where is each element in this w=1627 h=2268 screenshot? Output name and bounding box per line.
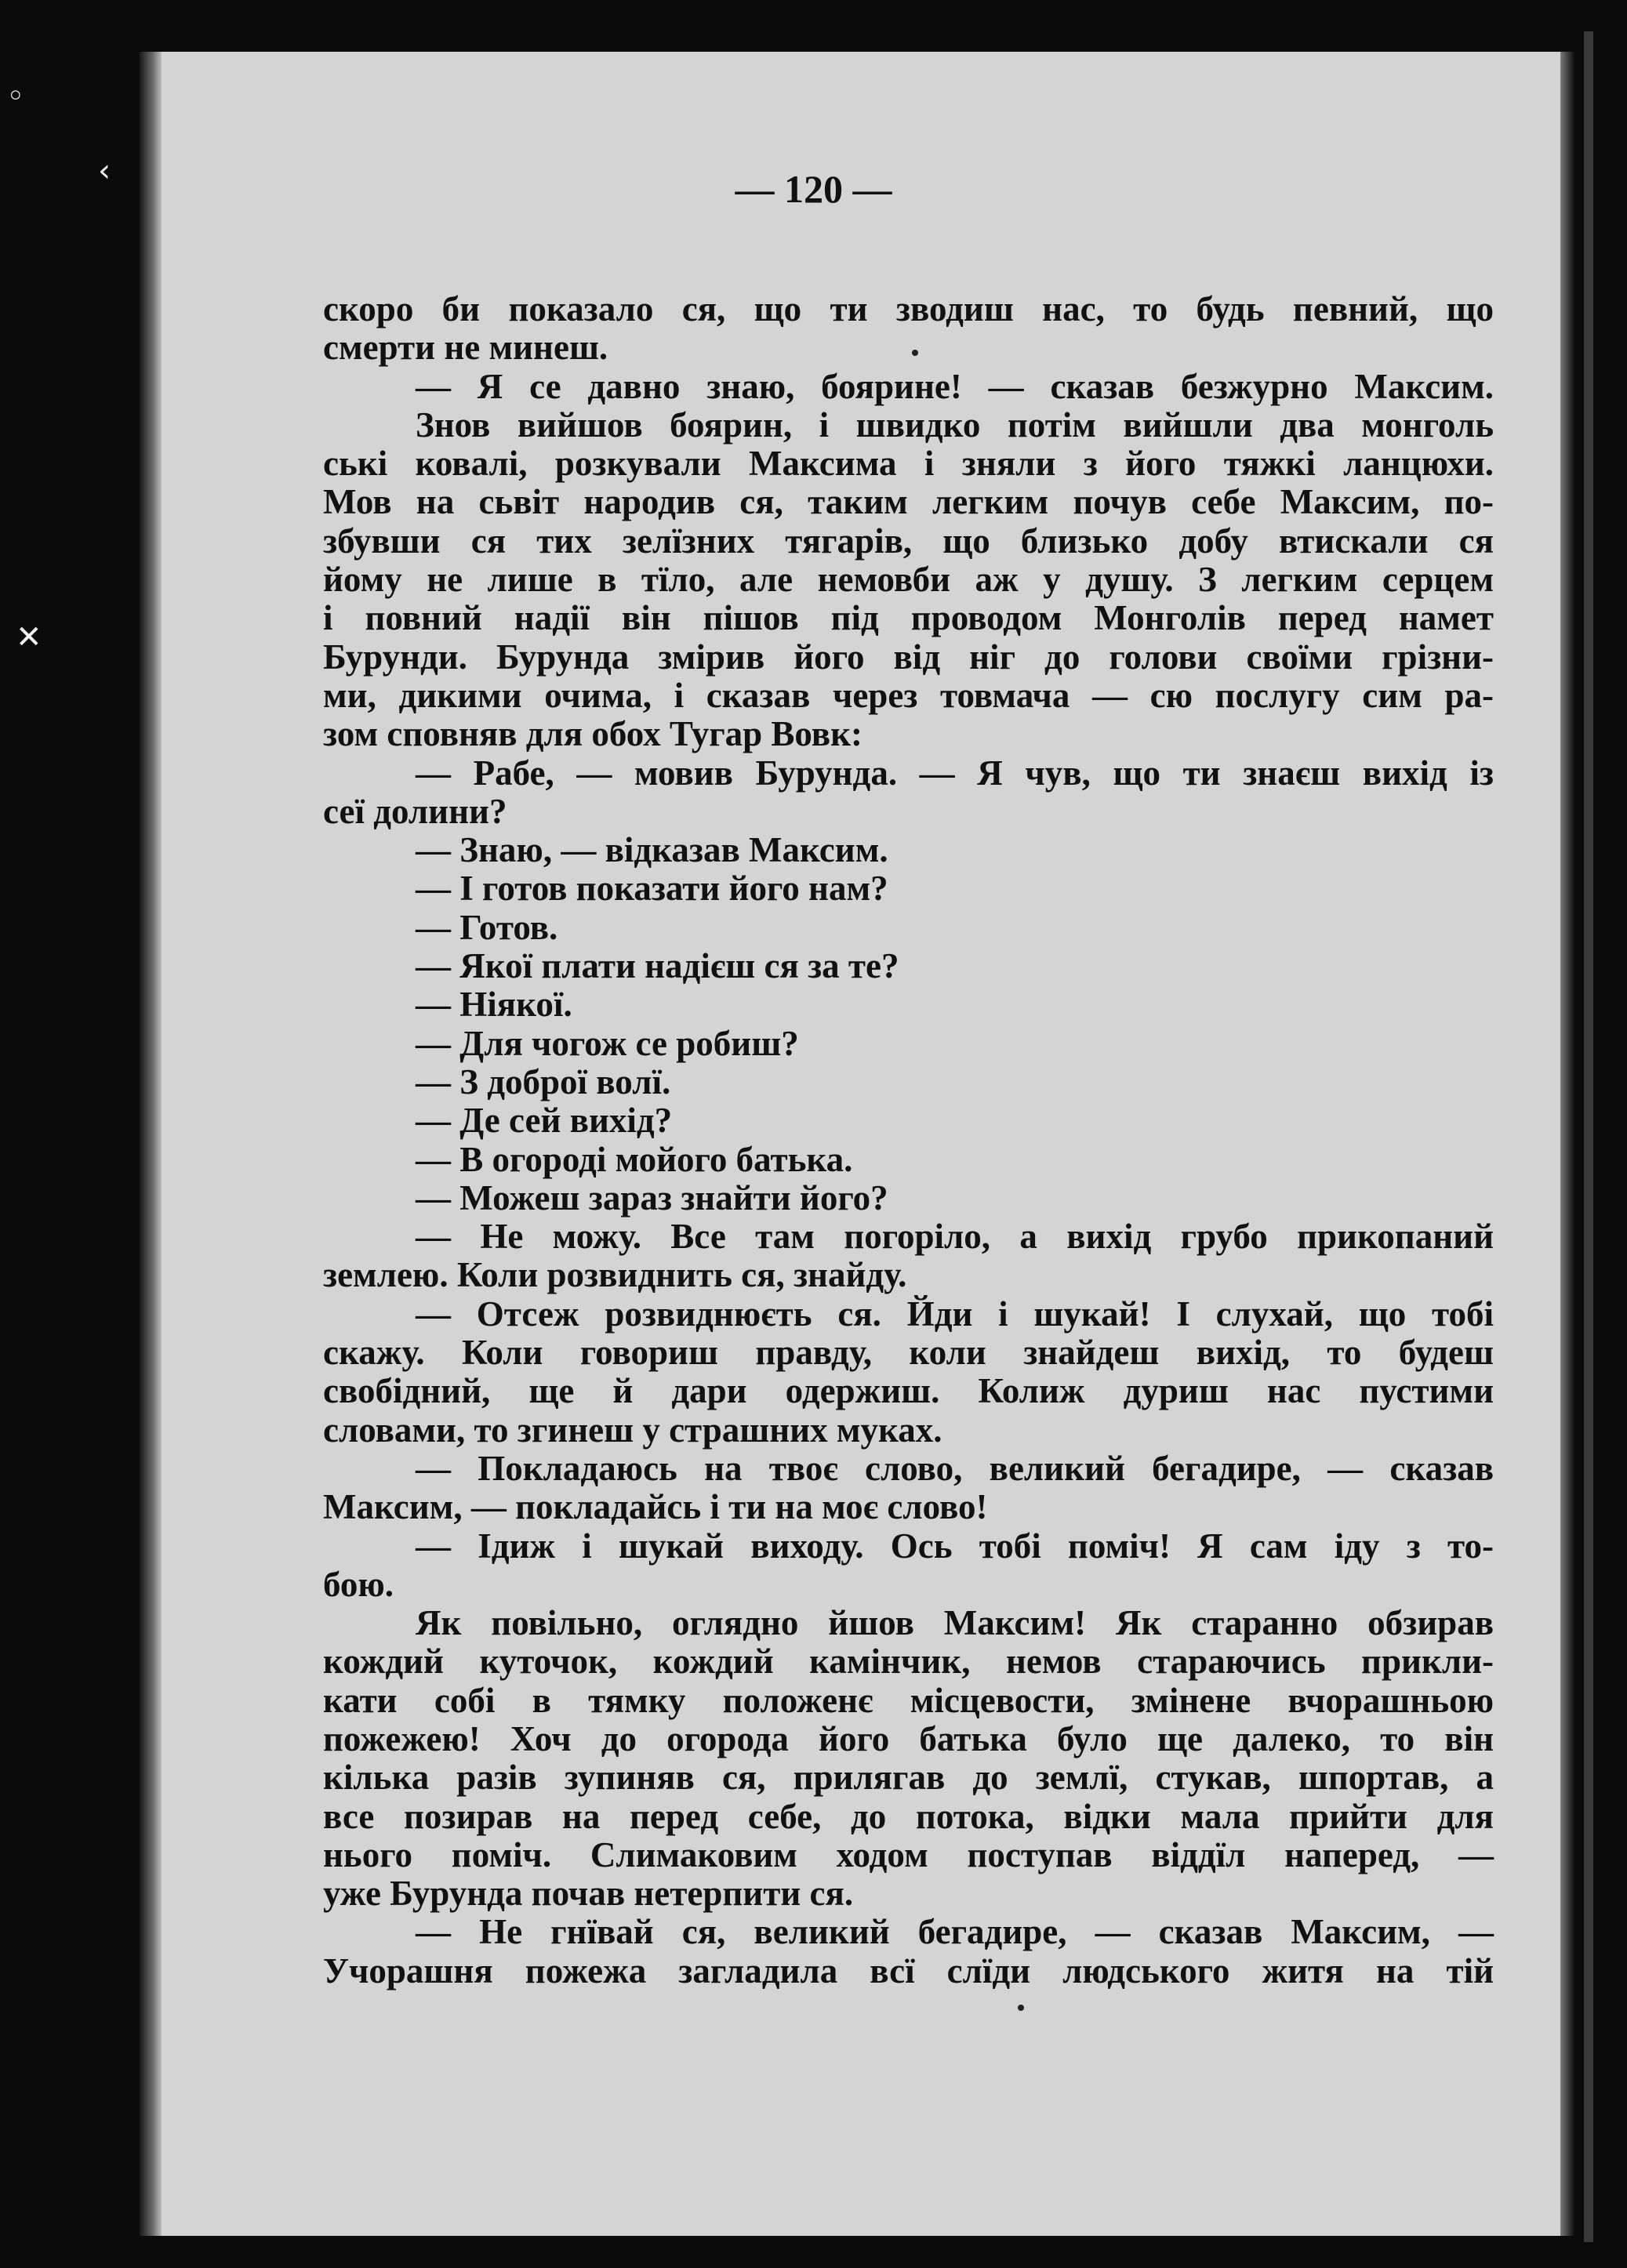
- text-line: все позирав на перед себе, до потока, відки мала прийти для: [323, 1796, 1494, 1836]
- text-line: зом сповняв для обох Тугар Вовк:: [323, 714, 863, 754]
- text-line: — В огороді мойого батька.: [416, 1139, 853, 1179]
- text-line: Максим, — покладайсь і ти на моє слово!: [323, 1487, 988, 1527]
- text-line: кати собі в тямку положенє місцевости, змінене вчорашньою: [323, 1680, 1494, 1720]
- text-line: — Готов.: [416, 907, 558, 947]
- text-line: Як повільно, оглядно йшов Максим! Як старанно обзирав: [416, 1603, 1494, 1643]
- text-line: — Можеш зараз знайти його?: [416, 1178, 888, 1217]
- text-line: бою.: [323, 1564, 394, 1604]
- text-line: словами, то згинеш у страшних муках.: [323, 1410, 942, 1450]
- text-line: ські ковалі, розкували Максима і зняли з його тяжкі ланцюхи.: [323, 444, 1494, 484]
- scan-artifact-mark: ✕: [16, 619, 42, 655]
- ink-speck: [1018, 2005, 1024, 2011]
- page-left-shadow: [140, 52, 162, 2236]
- text-line: — Не можу. Все там погоріло, а вихід грубо прикопаний: [416, 1217, 1494, 1257]
- body-text: [323, 290, 1494, 1990]
- text-line: — Не гнївай ся, великий бегадире, — сказав Максим, —: [416, 1912, 1494, 1952]
- text-line: Бурунди. Бурунда змірив його від ніг до голови своїми грізни-: [323, 637, 1494, 677]
- text-line: — Знаю, — відказав Максим.: [416, 830, 888, 870]
- text-line: — Ніякої.: [416, 985, 572, 1025]
- text-line: збувши ся тих зелїзних тягарів, що близько добу втискали ся: [323, 521, 1494, 561]
- text-line: смерти не минеш.: [323, 328, 608, 368]
- text-line: Учорашня пожежа загладила всї слїди людського житя на тій: [323, 1950, 1494, 1990]
- text-line: — Де сей вихід?: [416, 1101, 673, 1141]
- text-line: — Ідиж і шукай виходу. Ось тобі поміч! Я сам іду з то-: [416, 1526, 1494, 1566]
- text-line: — Отсеж розвиднюєть ся. Йди і шукай! І слухай, що тобі: [416, 1294, 1494, 1334]
- text-line: свобідний, ще й дари одержиш. Колиж дуриш нас пустими: [323, 1371, 1494, 1411]
- text-line: — Покладаюсь на твоє слово, великий бегадире, — сказав: [416, 1448, 1494, 1488]
- page-number: — 120 —: [735, 167, 892, 211]
- text-line: — З доброї волї.: [416, 1061, 671, 1101]
- text-line: — Рабе, — мовив Бурунда. — Я чув, що ти знаєш вихід із: [416, 753, 1494, 793]
- text-line: — І готов показати його нам?: [416, 869, 888, 909]
- text-line: землею. Коли розвиднить ся, знайду.: [323, 1255, 907, 1295]
- ink-speck: [912, 350, 918, 356]
- scan-artifact-mark: ‹: [98, 153, 111, 189]
- text-line: пожежею! Хоч до огорода його батька було ще далеко, то він: [323, 1718, 1494, 1758]
- text-line: — Я се давно знаю, боярине! — сказав безжурно Максим.: [416, 366, 1494, 406]
- text-line: Мов на сьвіт народив ся, таким легким почув себе Максим, по-: [323, 482, 1494, 522]
- text-line: кілька разів зупиняв ся, прилягав до землї, стукав, шпортав, а: [323, 1758, 1494, 1798]
- text-line: — Якої плати надієш ся за те?: [416, 946, 899, 986]
- text-line: і повний надії він пішов під проводом Монголів перед намет: [323, 598, 1494, 638]
- text-line: ми, дикими очима, і сказав через товмача — сю послугу сим ра-: [323, 675, 1494, 715]
- text-line: сеї долини?: [323, 791, 507, 831]
- book-spine: [1584, 31, 1593, 2242]
- text-line: — Для чогож се робиш?: [416, 1023, 799, 1063]
- text-line: Знов вийшов боярин, і швидко потім вийшли два монголь: [416, 405, 1494, 445]
- text-line: скоро би показало ся, що ти зводиш нас, то будь певний, що: [323, 289, 1494, 328]
- text-line: скажу. Коли говориш правду, коли знайдеш вихід, то будеш: [323, 1333, 1494, 1373]
- text-line: уже Бурунда почав нетерпити ся.: [323, 1874, 854, 1914]
- text-line: йому не лише в тїло, але немовби аж у душу. З легким серцем: [323, 560, 1494, 600]
- text-line: кождий куточок, кождий камінчик, немов стараючись прикли-: [323, 1642, 1494, 1682]
- page-right-shadow: [1560, 52, 1574, 2236]
- text-line: нього поміч. Слимаковим ходом поступав віддїл наперед, —: [323, 1834, 1494, 1874]
- scan-artifact-mark: ◦: [6, 78, 25, 114]
